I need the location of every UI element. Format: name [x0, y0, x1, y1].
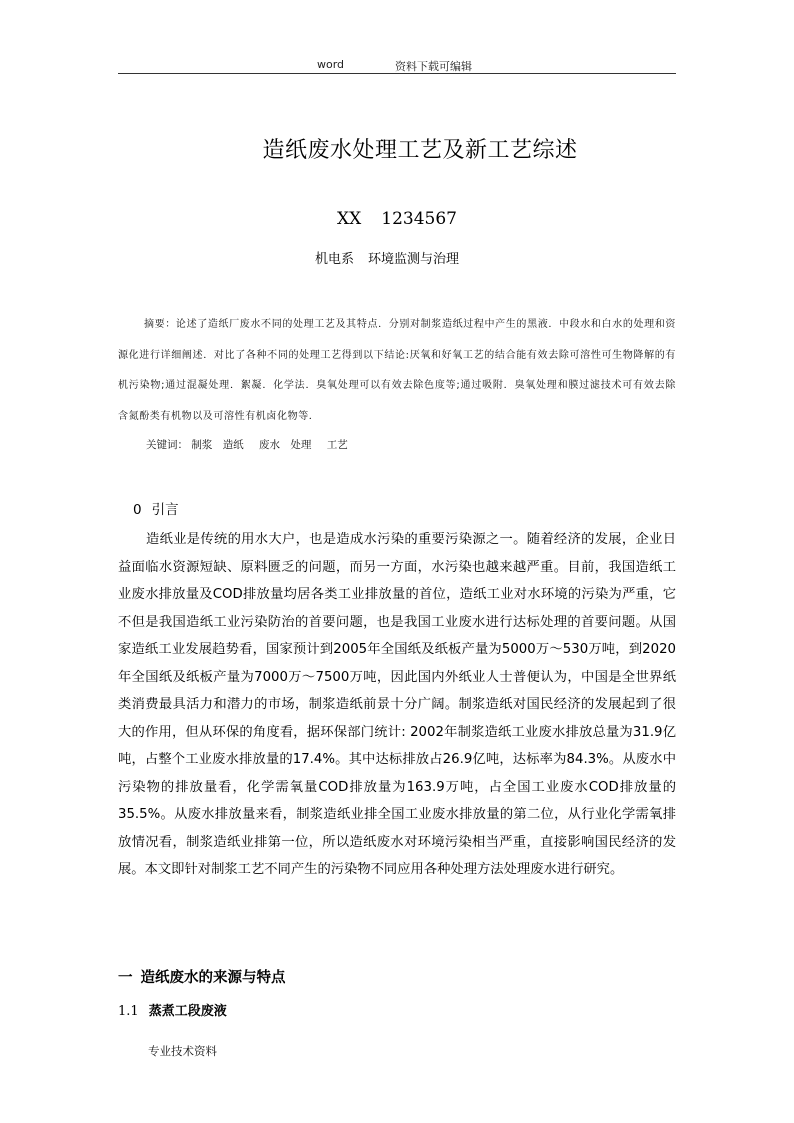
subsection-title: 蒸煮工段废液: [148, 1004, 227, 1019]
intro-paragraph: 造纸业是传统的用水大户，也是造成水污染的重要污染源之一。随着经济的发展，企业日益面临水资源短缺、原料匮乏的问题，而另一方面，水污染也越来越严重。目前，我国造纸工业废水排放量及COD排放量均居各类工业排放量的首位，造纸工业对水环境的污染为严重，它不但是我国造纸工业污染防治的首要问题，也是我国工业废水进行达标处理的首要问题。从国家造纸工业发展趋势看，国家预计到2005年全国纸及纸板产量为5000万～530万吨，到2020年全国纸及纸板产量为7000万～7500万吨，因此国内外纸业人士普便认为，中国是全世界纸类消费最具活力和潜力的市场，制浆造纸前景十分广阔。制浆造纸对国民经济的发展起到了很大的作用，但从环保的角度看，据环保部门统计: 2002年制浆造纸工业废水排放总量为31.9亿吨，占整个工业废水排放量的17.4%。其中达标排放占26.9亿吨，达标率为84.3%。从废水中污染物的排放量看，化学需氧量COD排放量为163.9万吨，占全国工业废水COD排放量的35.5%。从废水排放量来看，制浆造纸业排全国工业废水排放量的第二位，从行业化学需氧排放情况看，制浆造纸业排第一位，所以造纸废水对环境污染相当严重，直接影响国民经济的发展。本文即针对制浆工艺不同产生的污染物不同应用各种处理方法处理废水进行研究。: [118, 532, 676, 877]
section-number: 一: [118, 970, 133, 986]
section-heading-intro: [133, 498, 179, 518]
subsection-number: 1.1: [118, 1004, 139, 1019]
section-heading-1: [118, 966, 286, 987]
keyword: 处理: [290, 439, 312, 451]
affiliation-dept: 机电系: [314, 252, 354, 267]
header-left-text: word: [317, 58, 345, 71]
section-title: 造纸废水的来源与特点: [140, 970, 286, 986]
keyword: 废水: [259, 439, 281, 451]
author-id: 1234567: [381, 209, 457, 229]
section-number: 0: [133, 502, 142, 518]
author-name: XX: [337, 209, 362, 229]
affiliation-major: 环境监测与治理: [368, 252, 460, 267]
header-right-text: 资料下载可编辑: [395, 60, 472, 73]
subsection-heading-1-1: [118, 1000, 227, 1019]
author-line: [0, 209, 794, 229]
page-footer: 专业技术资料: [148, 1044, 217, 1058]
header-divider: [118, 73, 676, 74]
keyword: 造纸: [222, 439, 244, 451]
section-title: 引言: [151, 502, 179, 518]
abstract-paragraph: 摘要：论述了造纸厂废水不同的处理工艺及其特点．分别对制浆造纸过程中产生的黑液．中段水和白水的处理和资源化进行详细阐述．对比了各种不同的处理工艺得到以下结论:厌氧和好氧工艺的结合能有效去除可溶性可生物降解的有机污染物;通过混凝处理．絮凝．化学法．臭氧处理可以有效去除色度等;通过吸附．臭氧处理和膜过滤技术可有效去除含氮酚类有机物以及可溶性有机卤化物等．: [118, 319, 676, 422]
keyword: 制浆: [191, 439, 213, 451]
affiliation-line: [0, 248, 774, 267]
document-title: 造纸废水处理工艺及新工艺综述: [262, 138, 578, 163]
keyword: 工艺: [326, 439, 348, 451]
keywords-label: 关键词：: [146, 439, 188, 451]
keywords-line: [146, 437, 355, 452]
